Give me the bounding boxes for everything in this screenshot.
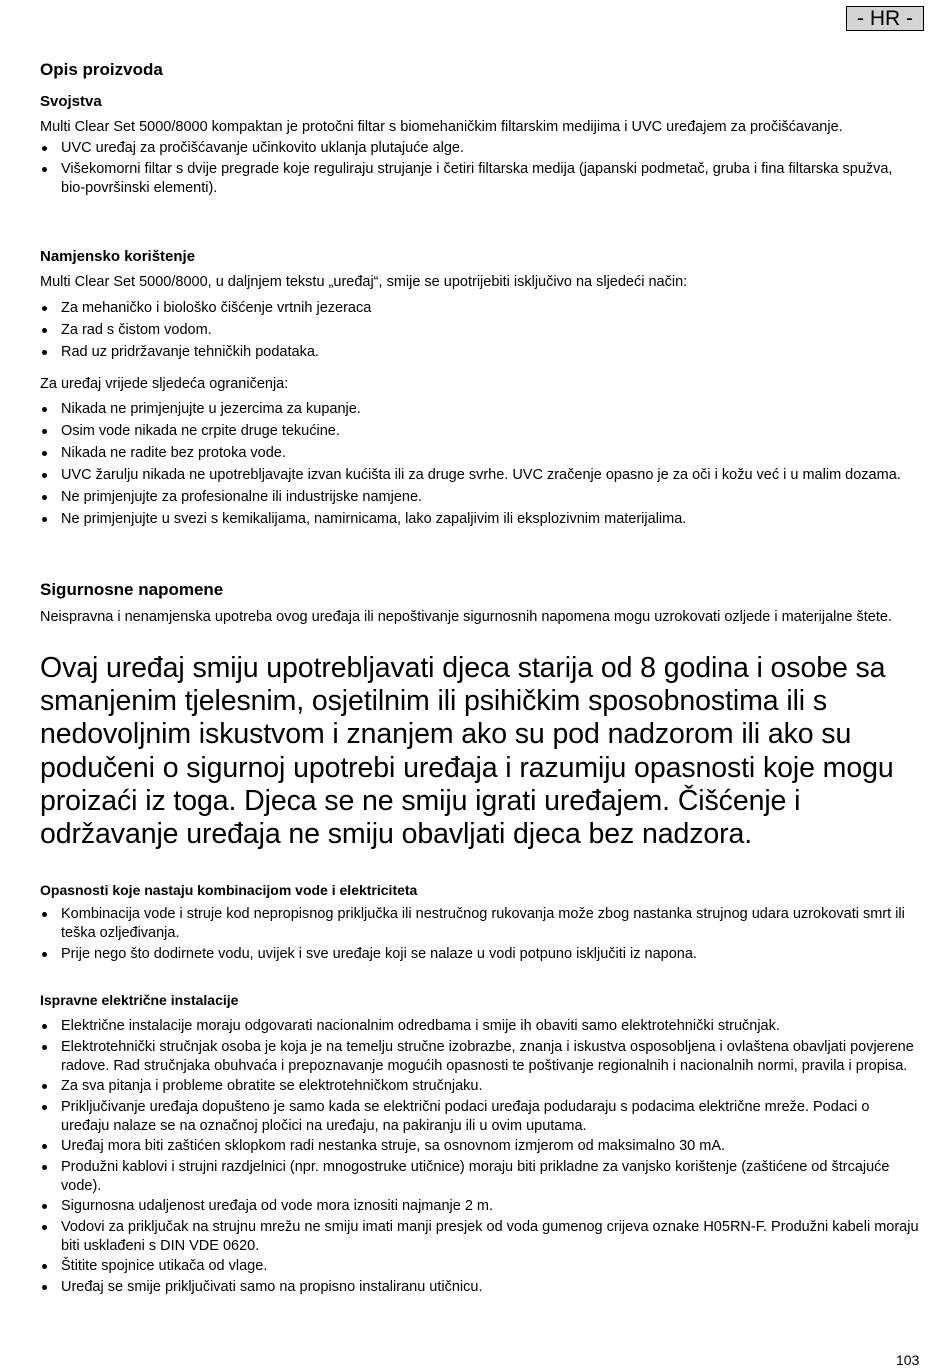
list-item: Višekomorni filtar s dvije pregrade koje reguliraju strujanje i četiri filtarska medija (japanski podmetač, gruba i fina filtarska spužva, bio-površinski elementi). (40, 160, 920, 198)
heading-electrical: Ispravne električne instalacije (40, 992, 239, 1008)
list-item: Vodovi za priključak na strujnu mrežu ne smiju imati manji presjek od voda gumenog crijeva oznake H05RN-F. Produžni kabeli moraju biti usklađeni s DIN VDE 0620. (40, 1218, 920, 1256)
section-electrical (40, 992, 920, 1298)
list-item: Osim vode nikada ne crpite druge tekućine. (40, 422, 920, 442)
list-item: Električne instalacije moraju odgovarati nacionalnim odredbama i smije ih obaviti samo elektrotehnički stručnjak. (40, 1017, 920, 1036)
list-item: Nikada ne primjenjujte u jezercima za kupanje. (40, 400, 920, 420)
features-intro: Multi Clear Set 5000/8000 kompaktan je protočni filtar s biomehaničkim filtarskim medijima i UVC uređajem za pročišćavanje. (40, 119, 843, 135)
heading-hazards: Opasnosti koje nastaju kombinacijom vode i elektriciteta (40, 882, 418, 898)
list-item: Za sva pitanja i probleme obratite se elektrotehničkom stručnjaku. (40, 1077, 920, 1096)
list-item: Uređaj se smije priključivati samo na propisno instaliranu utičnicu. (40, 1278, 920, 1297)
safety-intro: Neispravna i nenamjenska upotreba ovog uređaja ili nepoštivanje sigurnosnih napomena mogu uzrokovati ozljede i materijalne štete. (40, 609, 892, 625)
list-item: Elektrotehnički stručnjak osoba je koja je na temelju stručne izobrazbe, znanja i iskustva osposobljena i ovlaštena obavljati povjerene radove. Rad stručnjaka obuhvaća i prepoznavanje mogućih opasnosti te poštivanje regionalnih i nacionalnih normi, pravila i propisa. (40, 1038, 920, 1076)
list-item: Rad uz pridržavanje tehničkih podataka. (40, 343, 920, 363)
list-item: Priključivanje uređaja dopušteno je samo kada se električni podaci uređaja podudaraju s podacima električne mreže. Podaci o uređaju nalaze se na označnoj pločici na uređaju, na pakiranju ili u ovim uputama. (40, 1098, 920, 1136)
section-title-safety-notes: Sigurnosne napomene (40, 580, 224, 599)
section-safety-notes (40, 580, 920, 627)
list-item: Uređaj mora biti zaštićen sklopkom radi nestanka struje, sa osnovnom izmjerom od maksimalno 30 mA. (40, 1137, 920, 1156)
features-list (40, 139, 920, 198)
intended-use-intro: Multi Clear Set 5000/8000, u daljnjem tekstu „uređaj“, smije se upotrijebiti isključivo na sljedeći način: (40, 274, 688, 290)
hazards-list (40, 905, 920, 964)
electrical-list (40, 1017, 920, 1297)
list-item: Ne primjenjujte za profesionalne ili industrijske namjene. (40, 488, 920, 508)
page-number: 103 (896, 1352, 920, 1368)
restrictions-intro: Za uređaj vrijede sljedeća ograničenja: (40, 375, 289, 392)
restrictions-list (40, 400, 920, 530)
list-item: Štitite spojnice utikača od vlage. (40, 1257, 920, 1276)
list-item: Za rad s čistom vodom. (40, 321, 920, 341)
children-warning: Ovaj uređaj smiju upotrebljavati djeca starija od 8 godina i osobe sa smanjenim tjelesnim, osjetilnim ili psihičkim sposobnostima ili s nedovoljnim iskustvom i znanjem ako su pod nadzorom ili ako su podučeni o sigurnoj upotrebi uređaja i razumiju opasnosti koje mogu proizaći iz toga. Djeca se ne smiju igrati uređajem. Čišćenje i održavanje uređaja ne smiju obavljati djeca bez nadzora. (40, 652, 894, 851)
list-item: Sigurnosna udaljenost uređaja od vode mora iznositi najmanje 2 m. (40, 1197, 920, 1216)
section-title-product-description: Opis proizvoda (40, 60, 163, 79)
heading-features: Svojstva (40, 93, 102, 110)
section-hazards (40, 882, 920, 965)
list-item: Produžni kablovi i strujni razdjelnici (npr. mnogostruke utičnice) moraju biti prikladne za vanjsko korištenje (zaštićene od štrcajuće vode). (40, 1158, 920, 1196)
big-warning-block (40, 652, 925, 851)
list-item: Nikada ne radite bez protoka vode. (40, 444, 920, 464)
list-item: Ne primjenjujte u svezi s kemikalijama, namirnicama, lako zapaljivim ili eksplozivnim materijalima. (40, 510, 920, 530)
section-product-description (40, 60, 920, 199)
list-item: UVC žarulju nikada ne upotrebljavajte izvan kućišta ili za druge svrhe. UVC zračenje opasno je za oči i kožu već i u malim dozama. (40, 466, 920, 486)
list-item: Kombinacija vode i struje kod nepropisnog priključka ili nestručnog rukovanja može zbog nastanka strujnog udara uzrokovati smrt ili teška ozljeđivanja. (40, 905, 920, 943)
language-tag: - HR - (846, 6, 924, 31)
section-intended-use (40, 248, 920, 532)
list-item: Prije nego što dodirnete vodu, uvijek i sve uređaje koji se nalaze u vodi potpuno isključiti iz napona. (40, 945, 920, 964)
list-item: UVC uređaj za pročišćavanje učinkovito uklanja plutajuće alge. (40, 139, 920, 158)
intended-use-list (40, 299, 920, 363)
list-item: Za mehaničko i biološko čišćenje vrtnih jezeraca (40, 299, 920, 319)
heading-intended-use: Namjensko korištenje (40, 248, 196, 265)
